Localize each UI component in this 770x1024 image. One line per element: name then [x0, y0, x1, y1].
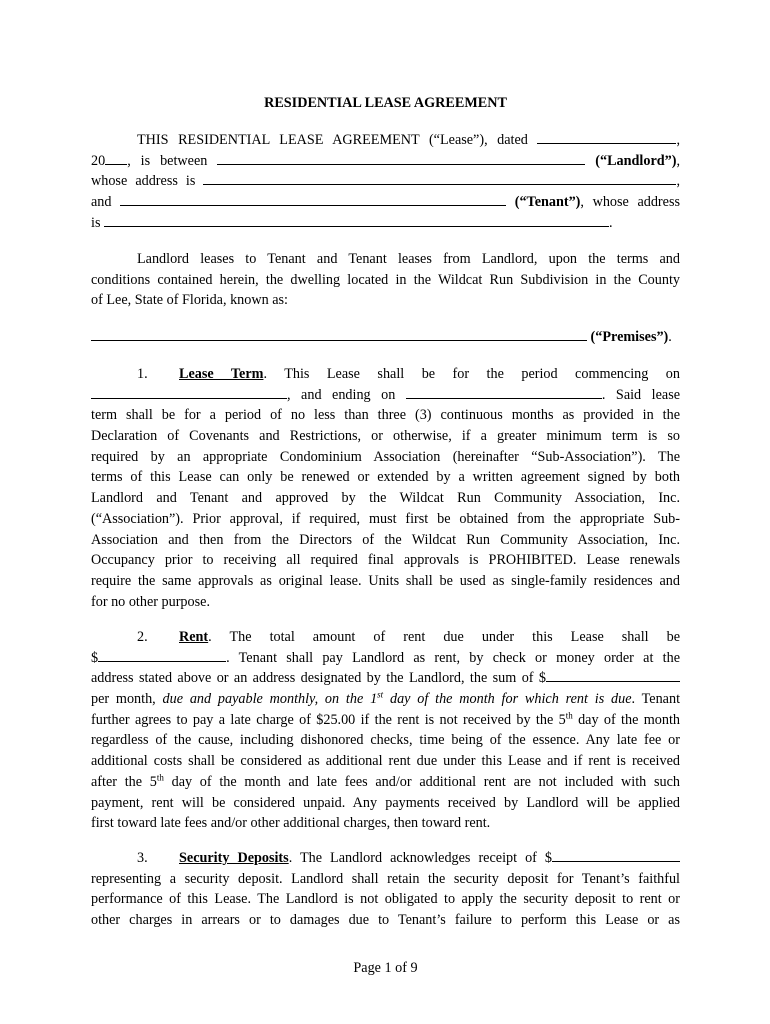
landlord-address-blank[interactable] — [203, 172, 676, 185]
s1-line-4: Declaration of Covenants and Restrictions, or otherwise, if a greater minimum term is so — [91, 428, 680, 445]
s3-line-2: representing a security deposit. Landlord shall retain the security deposit for Tenant’s faithful — [91, 870, 680, 887]
s2-line-7: additional costs shall be considered as additional rent due under this Lease and if rent is received — [91, 753, 680, 770]
s2-line-3: address stated above or an address designated by the Landlord, the sum of $ — [91, 668, 680, 689]
s1-line-5: required by an appropriate Condominium Association (hereinafter “Sub-Association”). The — [91, 448, 680, 465]
intro-paragraph — [91, 130, 680, 233]
s1-line-3: term shall be for a period of no less than three (3) continuous months as provided in the — [91, 407, 680, 424]
s2-line-6: regardless of the cause, including dishonored checks, time being of the essence. Any late fee or — [91, 732, 680, 749]
monthly-rent-blank[interactable] — [546, 669, 680, 682]
page-number: Page 1 of 9 — [353, 960, 418, 976]
intro-line-2: 20 , is between (“Landlord”), — [91, 152, 680, 169]
premises-blank[interactable] — [91, 328, 587, 341]
s2-line-8: after the 5th day of the month and late fees and/or additional rent are not included with such — [91, 772, 680, 790]
leases-paragraph — [91, 249, 680, 311]
security-deposits-heading: Security Deposits — [179, 850, 289, 866]
section-lease-term — [91, 364, 680, 612]
rent-heading: Rent — [179, 629, 209, 645]
commencing-blank[interactable] — [91, 386, 287, 399]
intro-line-1: THIS RESIDENTIAL LEASE AGREEMENT (“Lease”), dated , — [137, 132, 680, 148]
s1-line-7: Landlord and Tenant and approved by the Wildcat Run Community Association, Inc. — [91, 490, 680, 507]
s1-line-9: Association and then from the Directors of the Wildcat Run Community Association, Inc. — [91, 531, 680, 548]
leases-line-2: conditions contained herein, the dwelling located in the Wildcat Run Subdivision in the County — [91, 271, 680, 288]
s1-line-11: require the same approvals as original lease. Units shall be used as single-family residences and — [91, 572, 680, 589]
s2-line-5: further agrees to pay a late charge of $25.00 if the rent is not received by the 5th day of the month — [91, 710, 680, 728]
document-title: RESIDENTIAL LEASE AGREEMENT — [264, 95, 507, 111]
s1-line-2: , and ending on . Said lease — [91, 385, 680, 406]
s1-line-12: for no other purpose. — [91, 593, 210, 610]
s3-line-3: performance of this Lease. The Landlord is not obligated to apply the security deposit to rent or — [91, 891, 680, 908]
total-rent-blank[interactable] — [98, 649, 226, 662]
leases-line-3: of Lee, State of Florida, known as: — [91, 292, 289, 309]
landlord-name-blank[interactable] — [217, 152, 585, 165]
s1-line-8: (“Association”). Prior approval, if required, must first be obtained from the appropriate Sub- — [91, 510, 680, 527]
s1-line-6: terms of this Lease can only be renewed or extended by a written agreement signed by both — [91, 469, 680, 486]
s2-line-4: per month, due and payable monthly, on the 1st day of the month for which rent is due. Tenant — [91, 689, 680, 708]
tenant-address-blank[interactable] — [104, 214, 609, 227]
deposit-blank[interactable] — [552, 849, 680, 862]
leases-line-1: Landlord leases to Tenant and Tenant leases from Landlord, upon the terms and — [137, 251, 680, 267]
intro-line-3: whose address is , — [91, 173, 680, 190]
s1-line-10: Occupancy prior to receiving all required final approvals is PROHIBITED. Lease renewals — [91, 552, 680, 569]
section-security-deposits — [91, 848, 680, 931]
s3-line-1: 3. Security Deposits. The Landlord acknowledges receipt of $ — [91, 848, 680, 869]
s2-line-2: $ . Tenant shall pay Landlord as rent, by check or money order at the — [91, 649, 680, 666]
s1-line-1: 1. Lease Term. This Lease shall be for the period commencing on — [137, 366, 680, 382]
intro-line-5: is . — [91, 214, 613, 231]
s3-line-4: other charges in arrears or to damages due to Tenant’s failure to perform this Lease or as — [91, 912, 680, 929]
ending-blank[interactable] — [406, 386, 602, 399]
date-blank[interactable] — [537, 131, 676, 144]
s2-line-9: payment, rent will be considered unpaid. Any payments received by Landlord will be applied — [91, 794, 680, 811]
lease-term-heading: Lease Term — [179, 366, 264, 382]
year-blank[interactable] — [105, 152, 127, 165]
s2-line-1: 2. Rent. The total amount of rent due under this Lease shall be — [137, 629, 680, 645]
intro-line-4: and (“Tenant”), whose address — [91, 194, 680, 211]
tenant-name-blank[interactable] — [120, 193, 506, 206]
s2-line-10: first toward late fees and/or other additional charges, then toward rent. — [91, 815, 491, 832]
premises-line: (“Premises”). — [91, 327, 680, 348]
section-rent — [91, 627, 680, 834]
